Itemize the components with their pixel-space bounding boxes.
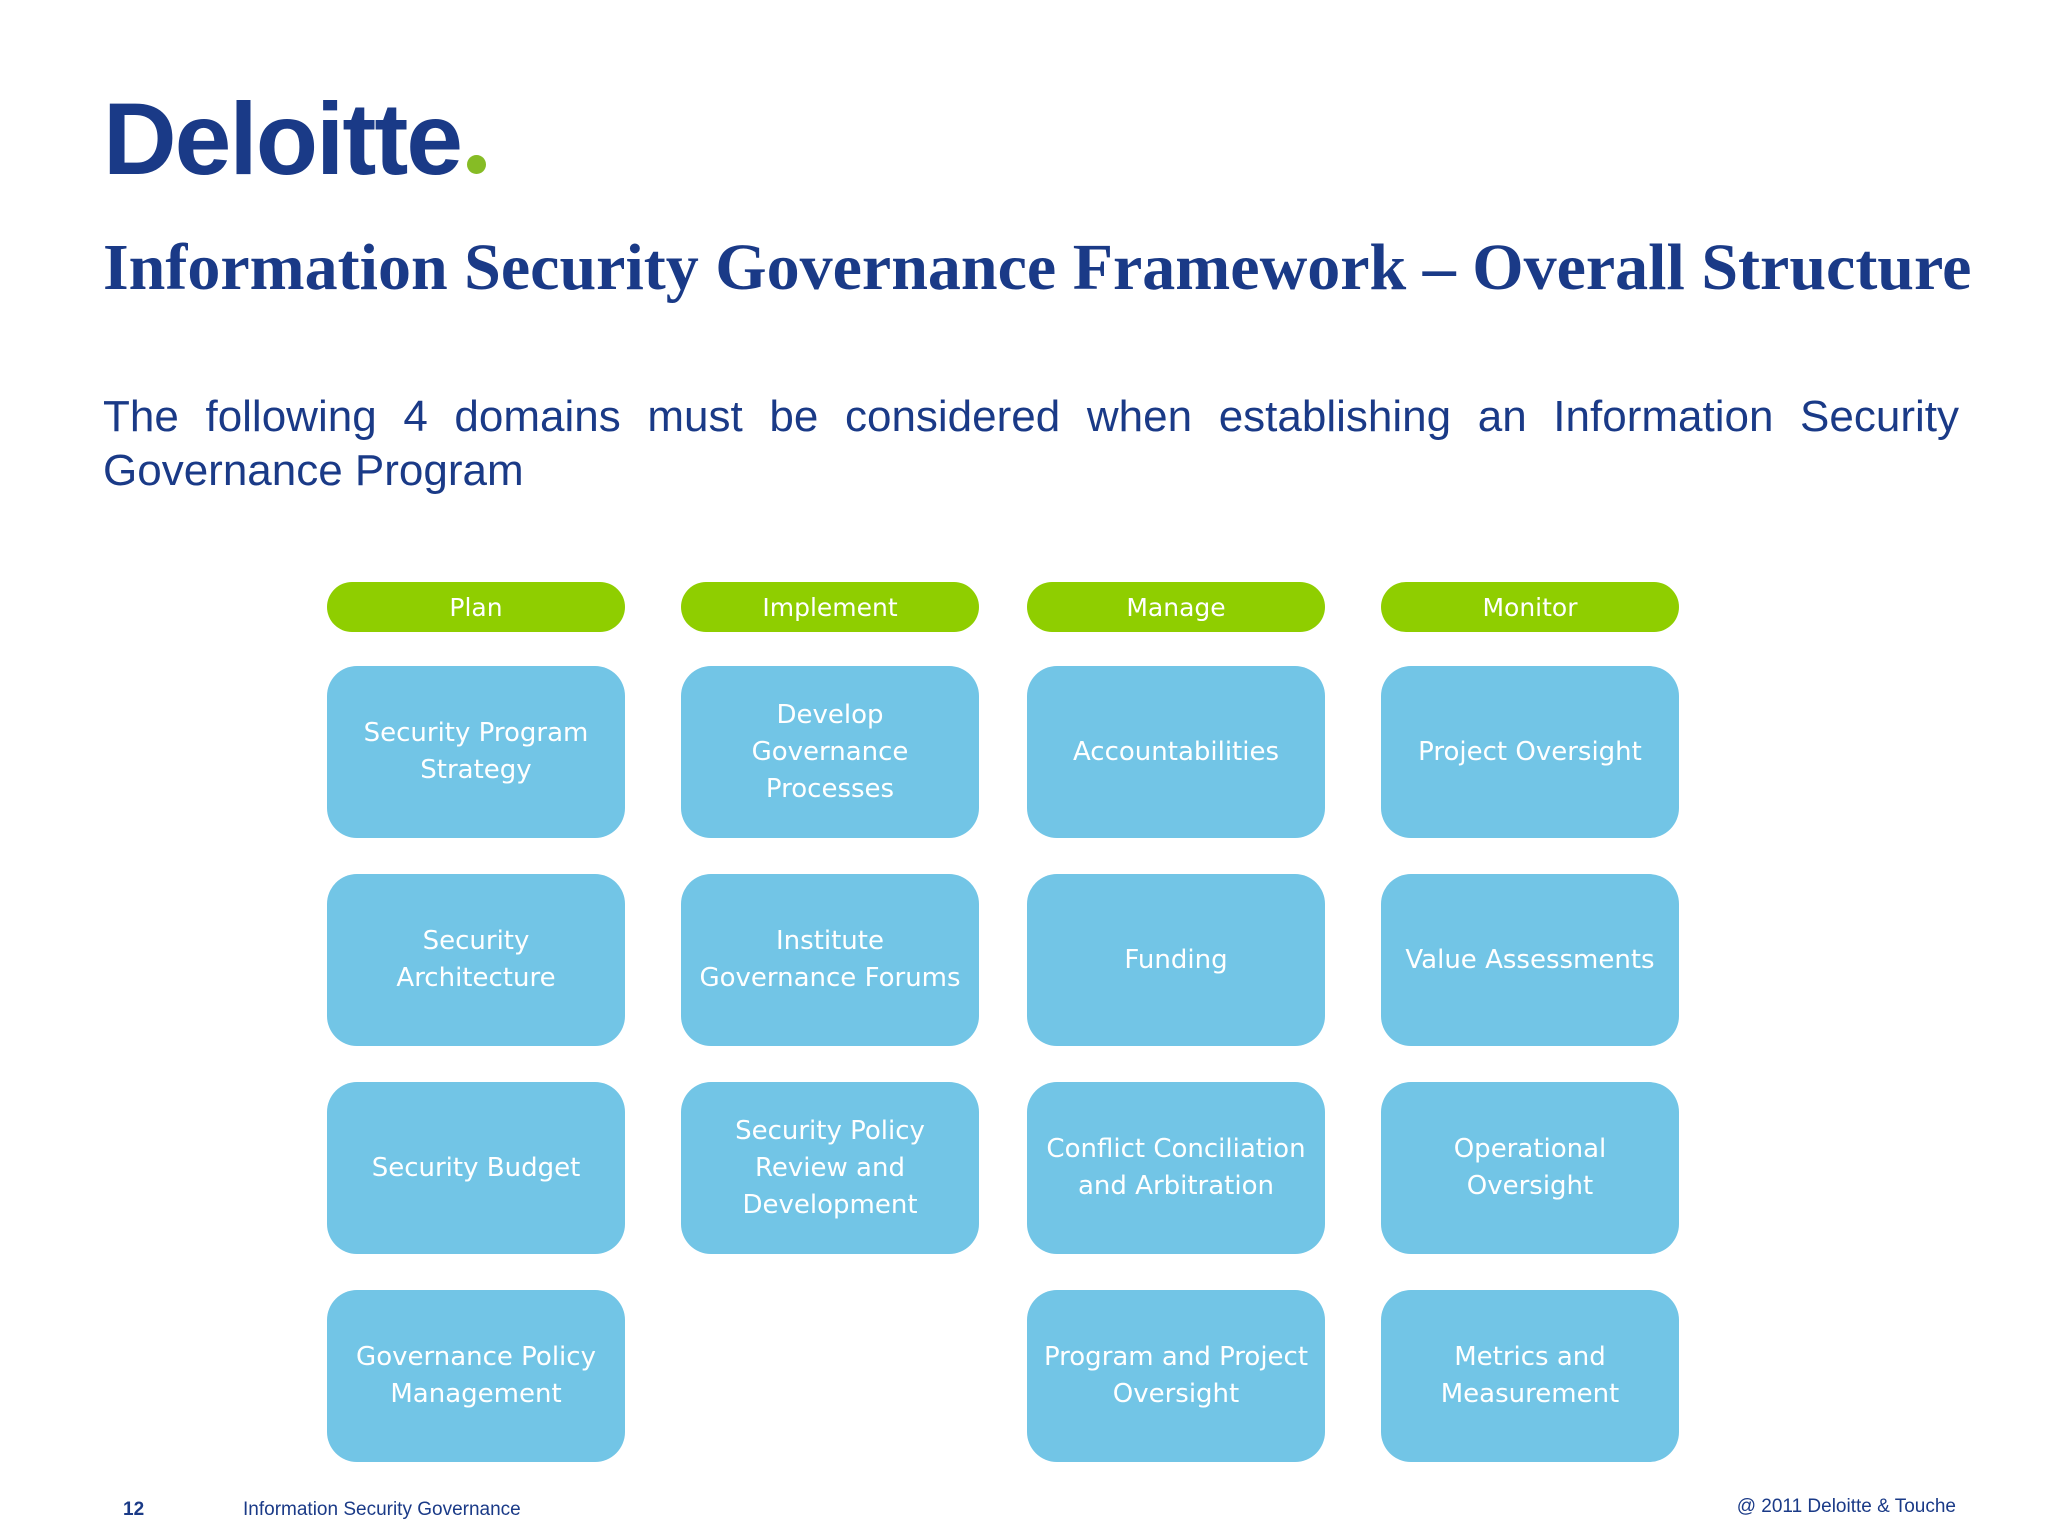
domain-box-operational-oversight: Operational Oversight — [1381, 1082, 1679, 1254]
page-title: Information Security Governance Framework – Overall Structure — [103, 231, 1972, 304]
domain-box-conflict-conciliation: Conflict Conciliation and Arbitration — [1027, 1082, 1325, 1254]
domain-column-monitor — [1381, 582, 1679, 1409]
page-number: 12 — [123, 1499, 145, 1520]
footer-copyright: @ 2011 Deloitte & Touche — [1736, 1496, 1956, 1517]
domain-header-implement: Implement — [681, 582, 979, 632]
domain-column-plan — [327, 582, 625, 1409]
domain-box-security-program-strategy: Security Program Strategy — [327, 666, 625, 838]
domain-box-project-oversight: Project Oversight — [1381, 666, 1679, 838]
domain-box-metrics-measurement: Metrics and Measurement — [1381, 1290, 1679, 1462]
domain-column-manage — [1027, 582, 1325, 1409]
deloitte-logo — [103, 82, 486, 196]
logo-dot-icon — [467, 155, 486, 174]
domain-box-security-budget: Security Budget — [327, 1082, 625, 1254]
domain-header-manage: Manage — [1027, 582, 1325, 632]
domain-box-funding: Funding — [1027, 874, 1325, 1046]
domain-box-institute-governance-forums: Institute Governance Forums — [681, 874, 979, 1046]
domain-box-value-assessments: Value Assessments — [1381, 874, 1679, 1046]
governance-framework-diagram — [327, 582, 1677, 1462]
footer-section-label: Information Security Governance — [243, 1499, 521, 1520]
domain-box-develop-governance-processes: Develop Governance Processes — [681, 666, 979, 838]
domain-box-governance-policy-management: Governance Policy Management — [327, 1290, 625, 1462]
domain-box-security-policy-review: Security Policy Review and Development — [681, 1082, 979, 1254]
page-subtitle: The following 4 domains must be considered when establishing an Information Security Governance Program — [103, 392, 1959, 495]
domain-box-accountabilities: Accountabilities — [1027, 666, 1325, 838]
domain-header-plan: Plan — [327, 582, 625, 632]
logo-text: Deloitte — [103, 82, 462, 196]
domain-box-program-project-oversight: Program and Project Oversight — [1027, 1290, 1325, 1462]
domain-header-monitor: Monitor — [1381, 582, 1679, 632]
domain-box-security-architecture: Security Architecture — [327, 874, 625, 1046]
domain-column-implement — [681, 582, 979, 1220]
